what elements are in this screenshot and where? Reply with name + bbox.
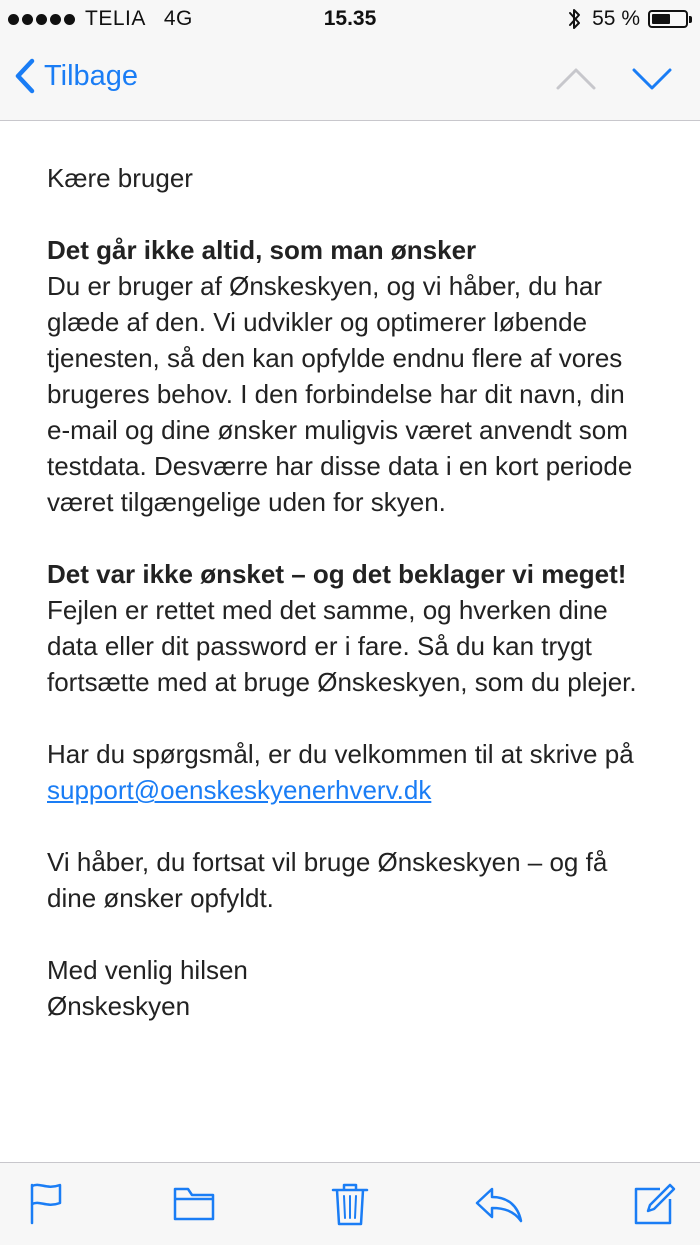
- section-2-body: Fejlen er rettet med det samme, og hverken dine data eller dit password er i fare. Så du kan trygt fortsætte med at bruge Ønskeskyen, som du plejer.: [47, 595, 637, 697]
- flag-icon: [26, 1181, 66, 1225]
- mail-contact-paragraph: [47, 736, 647, 808]
- back-button-label: Tilbage: [44, 59, 139, 92]
- battery-icon: [648, 10, 688, 28]
- status-right: [568, 7, 688, 31]
- chevron-left-icon: [14, 58, 36, 94]
- back-button[interactable]: [14, 58, 138, 94]
- bluetooth-icon: [568, 7, 582, 31]
- reply-button[interactable]: [474, 1181, 524, 1230]
- navigation-bar: [0, 40, 700, 121]
- trash-button[interactable]: [330, 1181, 370, 1232]
- battery-percent: 55 %: [592, 7, 640, 30]
- chevron-down-icon: [630, 64, 674, 94]
- mail-signoff: [47, 952, 647, 1024]
- mail-section-2: [47, 556, 647, 700]
- contact-text: Har du spørgsmål, er du velkommen til at skrive på: [47, 739, 634, 769]
- move-to-folder-button[interactable]: [172, 1181, 216, 1230]
- signoff-line-1: Med venlig hilsen: [47, 955, 248, 985]
- next-message-button[interactable]: [630, 64, 674, 99]
- compose-button[interactable]: [632, 1181, 678, 1232]
- mail-greeting: Kære bruger: [47, 163, 193, 193]
- previous-message-button[interactable]: [554, 64, 598, 99]
- flag-button[interactable]: [26, 1181, 66, 1230]
- compose-icon: [632, 1181, 678, 1227]
- mail-body: [47, 160, 647, 1060]
- trash-icon: [330, 1181, 370, 1227]
- mail-toolbar: [0, 1162, 700, 1245]
- network-type: 4G: [163, 7, 193, 30]
- reply-icon: [474, 1181, 524, 1225]
- mail-section-1: [47, 232, 647, 520]
- section-2-heading: Det var ikke ønsket – og det beklager vi meget!: [47, 559, 627, 589]
- mail-closing: Vi håber, du fortsat vil bruge Ønskeskyen – og få dine ønsker opfyldt.: [47, 847, 608, 913]
- folder-icon: [172, 1181, 216, 1225]
- support-email-link[interactable]: support@oenskeskyenerhverv.dk: [47, 775, 432, 805]
- section-1-body: Du er bruger af Ønskeskyen, og vi håber, du har glæde af den. Vi udvikler og optimerer løbende tjenesten, så den kan opfylde endnu flere af vores brugeres behov. I den forbindelse har dit navn, din e-mail og dine ønsker muligvis været anvendt som testdata. Desværre har disse data i en kort periode været tilgængelige uden for skyen.: [47, 271, 633, 517]
- carrier-name: TELIA: [85, 7, 146, 30]
- status-time: 15.35: [323, 7, 377, 30]
- status-bar: [0, 0, 700, 40]
- battery-level-fill: [652, 14, 670, 24]
- signoff-line-2: Ønskeskyen: [47, 991, 191, 1021]
- section-1-heading: Det går ikke altid, som man ønsker: [47, 235, 477, 265]
- chevron-up-icon: [554, 64, 598, 94]
